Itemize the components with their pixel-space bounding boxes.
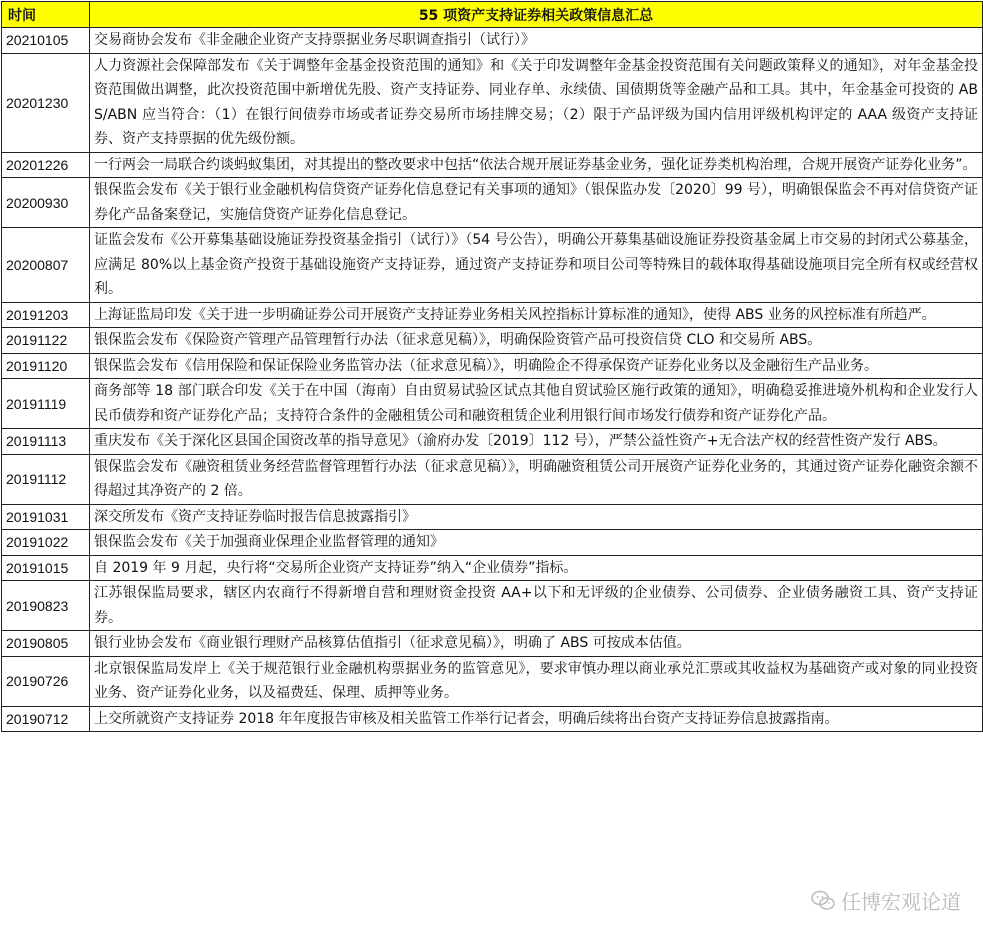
table-row xyxy=(2,631,983,657)
row-date: 20201230 xyxy=(2,53,90,152)
row-description: 北京银保监局发岸上《关于规范银行业金融机构票据业务的监管意见》，要求审慎办理以商业承兑汇票或其收益权为基础资产或对象的同业投资业务、资产证券化业务，以及福费廷、保理、质押等业务。 xyxy=(90,656,983,706)
table-row xyxy=(2,555,983,581)
table-row xyxy=(2,228,983,303)
row-description: 深交所发布《资产支持证券临时报告信息披露指引》 xyxy=(90,504,983,530)
table-row xyxy=(2,656,983,706)
row-date: 20191015 xyxy=(2,555,90,581)
row-date: 20190805 xyxy=(2,631,90,657)
table-row xyxy=(2,302,983,328)
table-row xyxy=(2,706,983,732)
watermark xyxy=(811,886,961,915)
row-description: 银保监会发布《信用保险和保证保险业务监管办法（征求意见稿）》，明确险企不得承保资产证券化业务以及金融衍生产品业务。 xyxy=(90,353,983,379)
row-date: 20191031 xyxy=(2,504,90,530)
row-date: 20200807 xyxy=(2,228,90,303)
row-date: 20190823 xyxy=(2,581,90,631)
table-row xyxy=(2,454,983,504)
table-row xyxy=(2,353,983,379)
row-description: 上交所就资产支持证券 2018 年年度报告审核及相关监管工作举行记者会，明确后续将出台资产支持证券信息披露指南。 xyxy=(90,706,983,732)
row-date: 20210105 xyxy=(2,28,90,54)
row-description: 江苏银保监局要求，辖区内农商行不得新增自营和理财资金投资 AA+以下和无评级的企业债券、公司债券、企业债务融资工具、资产支持证券。 xyxy=(90,581,983,631)
row-date: 20191113 xyxy=(2,429,90,455)
table-row xyxy=(2,379,983,429)
row-description: 银保监会发布《保险资产管理产品管理暂行办法（征求意见稿）》，明确保险资管产品可投资信贷 CLO 和交易所 ABS。 xyxy=(90,328,983,354)
watermark-text: 任博宏观论道 xyxy=(841,890,961,914)
policy-table xyxy=(1,1,983,732)
wechat-logo-icon xyxy=(811,890,835,912)
row-date: 20191203 xyxy=(2,302,90,328)
header-row xyxy=(2,2,983,28)
row-date: 20190726 xyxy=(2,656,90,706)
row-date: 20191022 xyxy=(2,530,90,556)
row-date: 20201226 xyxy=(2,152,90,178)
row-date: 20191120 xyxy=(2,353,90,379)
table-row xyxy=(2,53,983,152)
table-row xyxy=(2,178,983,228)
row-description: 银行业协会发布《商业银行理财产品核算估值指引（征求意见稿）》，明确了 ABS 可按成本估值。 xyxy=(90,631,983,657)
table-row xyxy=(2,581,983,631)
table-row xyxy=(2,152,983,178)
row-date: 20190712 xyxy=(2,706,90,732)
table-row xyxy=(2,504,983,530)
table-row xyxy=(2,429,983,455)
row-date: 20191112 xyxy=(2,454,90,504)
header-date: 时间 xyxy=(2,2,90,28)
row-description: 人力资源社会保障部发布《关于调整年金基金投资范围的通知》和《关于印发调整年金基金投资范围有关问题政策释义的通知》，对年金基金投资范围做出调整，此次投资范围中新增优先股、资产支持证券、同业存单、永续债、国债期货等金融产品和工具。其中，年金基金可投资的 ABS/ABN 应当符合：（1）在银行间债券市场或者证券交易所市场挂牌交易；（2）限于产品评级为国内信用评级机构评定的 AAA 级资产支持证券、资产支持票据的优先级份额。 xyxy=(90,53,983,152)
row-description: 银保监会发布《关于加强商业保理企业监督管理的通知》 xyxy=(90,530,983,556)
row-date: 20191119 xyxy=(2,379,90,429)
row-description: 证监会发布《公开募集基础设施证券投资基金指引（试行）》（54 号公告），明确公开募集基础设施证券投资基金属上市交易的封闭式公募基金，应满足 80%以上基金资产投资于基础设施资产支持证券，通过资产支持证券和项目公司等特殊目的载体取得基础设施项目完全所有权或经营权利。 xyxy=(90,228,983,303)
row-description: 商务部等 18 部门联合印发《关于在中国（海南）自由贸易试验区试点其他自贸试验区施行政策的通知》，明确稳妥推进境外机构和企业发行人民币债券和资产证券化产品；支持符合条件的金融租赁公司和融资租赁企业利用银行间市场发行债券和资产证券化产品。 xyxy=(90,379,983,429)
row-description: 自 2019 年 9 月起，央行将“交易所企业资产支持证券”纳入“企业债券”指标。 xyxy=(90,555,983,581)
header-title: 55 项资产支持证券相关政策信息汇总 xyxy=(90,2,983,28)
row-description: 银保监会发布《关于银行业金融机构信贷资产证券化信息登记有关事项的通知》（银保监办发〔2020〕99 号），明确银保监会不再对信贷资产证券化产品备案登记，实施信贷资产证券化信息登记。 xyxy=(90,178,983,228)
row-date: 20191122 xyxy=(2,328,90,354)
table-row xyxy=(2,328,983,354)
row-description: 交易商协会发布《非金融企业资产支持票据业务尽职调查指引（试行）》 xyxy=(90,28,983,54)
row-date: 20200930 xyxy=(2,178,90,228)
table-row xyxy=(2,530,983,556)
row-description: 一行两会一局联合约谈蚂蚁集团，对其提出的整改要求中包括“依法合规开展证券基金业务，强化证券类机构治理，合规开展资产证券化业务”。 xyxy=(90,152,983,178)
row-description: 重庆发布《关于深化区县国企国资改革的指导意见》（渝府办发〔2019〕112 号），严禁公益性资产+无合法产权的经营性资产发行 ABS。 xyxy=(90,429,983,455)
row-description: 银保监会发布《融资租赁业务经营监督管理暂行办法（征求意见稿）》，明确融资租赁公司开展资产证券化业务的，其通过资产证券化融资余额不得超过其净资产的 2 倍。 xyxy=(90,454,983,504)
table-row xyxy=(2,28,983,54)
row-description: 上海证监局印发《关于进一步明确证券公司开展资产支持证券业务相关风控指标计算标准的通知》，使得 ABS 业务的风控标准有所趋严。 xyxy=(90,302,983,328)
